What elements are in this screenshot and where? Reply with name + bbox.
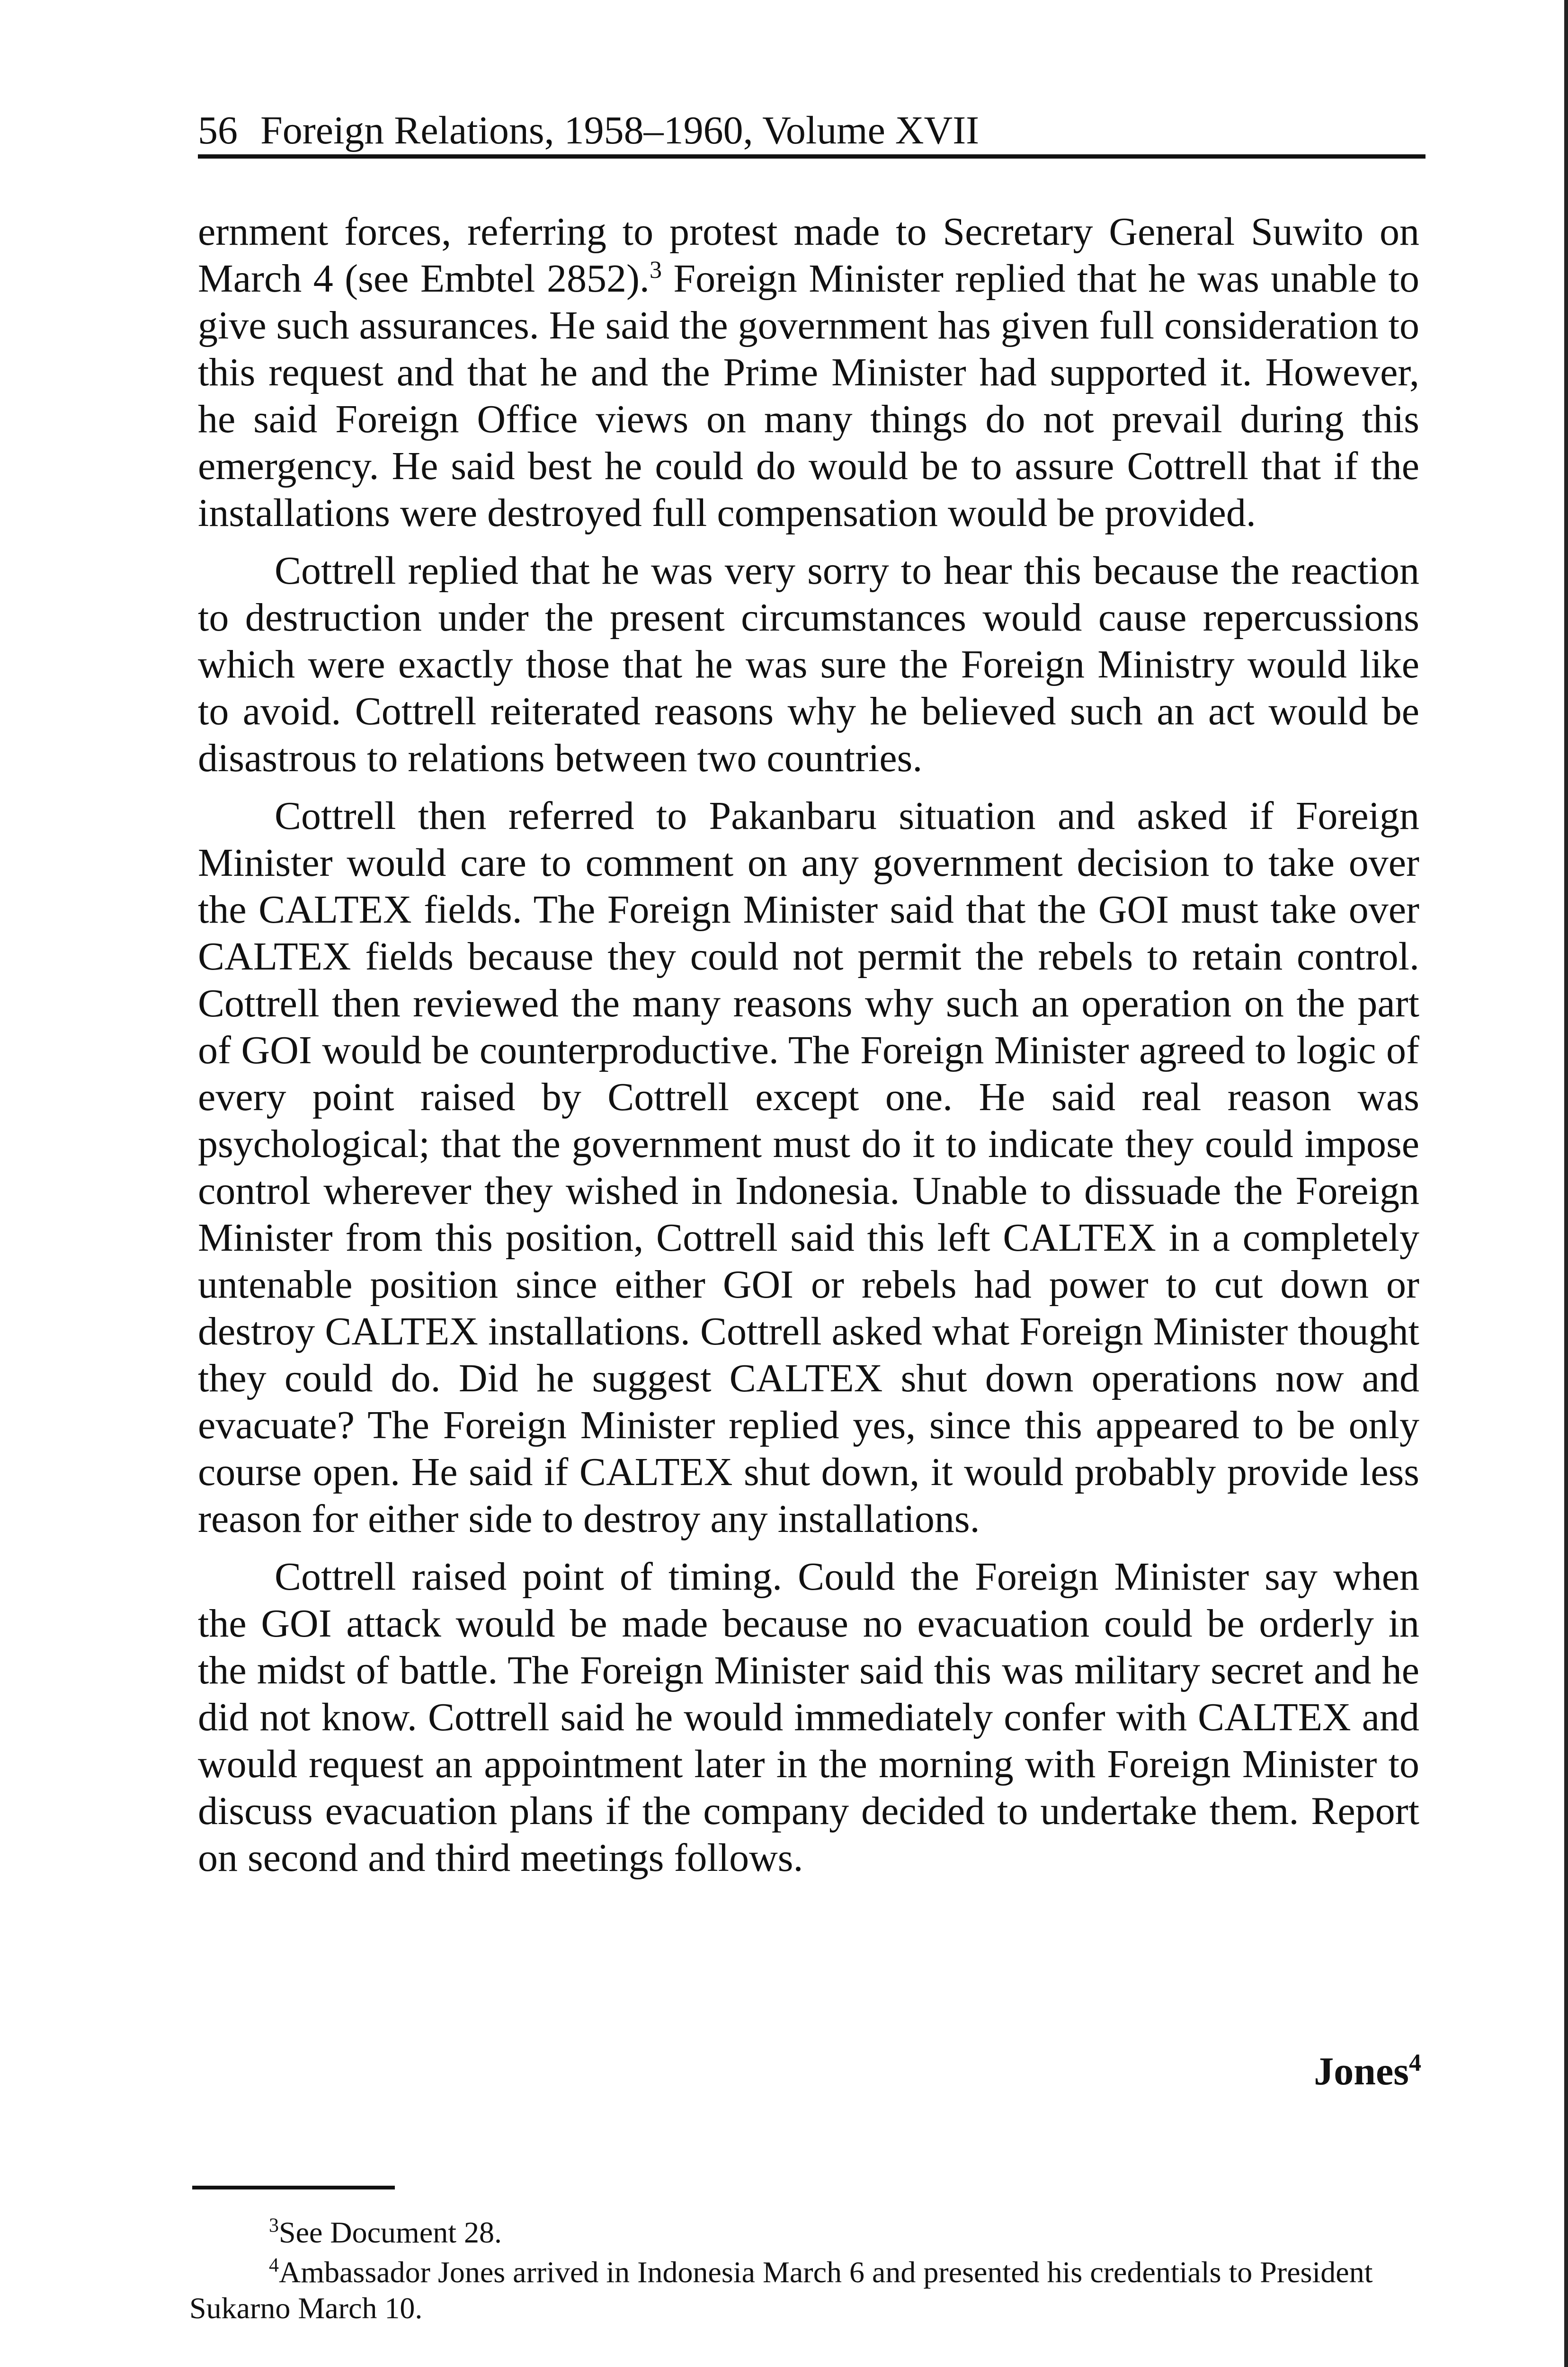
footnote-4-text: Ambassador Jones arrived in Indonesia March 6 and presented his credentials to President Sukarno March 10. (189, 2255, 1373, 2325)
footnote-ref-4: 4 (1409, 2049, 1421, 2076)
body-paragraph-1 (198, 208, 1419, 536)
footnote-rule (192, 2186, 395, 2189)
body-paragraph-3: Cottrell then referred to Pakanbaru situation and asked if Foreign Minister would care to comment on any government decision to take over the CALTEX fields. The Foreign Minister said that the GOI must take over CALTEX fields because they could not permit the rebels to retain control. Cottrell then reviewed the many reasons why such an operation on the part of GOI would be counterproductive. The Foreign Minister agreed to logic of every point raised by Cottrell except one. He said real reason was psychological; that the government must do it to indicate they could impose control wherever they wished in Indonesia. Unable to dissuade the Foreign Minister from this position, Cottrell said this left CALTEX in a completely untenable position since either GOI or rebels had power to cut down or destroy CALTEX installations. Cottrell asked what Foreign Minister thought they could do. Did he suggest CALTEX shut down operations now and evacuate? The Foreign Minister replied yes, since this appeared to be only course open. He said if CALTEX shut down, it would probably provide less reason for either side to destroy any installations. (198, 794, 1419, 1541)
footnote-ref-3: 3 (649, 257, 662, 284)
footnote-4 (189, 2254, 1420, 2326)
signature-name: Jones (1314, 2049, 1409, 2093)
paragraph-1-text-after-note: Foreign Minister replied that he was unable to give such assurances. He said the government has given full consideration to this request and that he and the Prime Minister had supported it. However, he said Foreign Office views on many things do not prevail during this emergency. He said best he could do would be to assure Cottrell that if the installations were destroyed full compensation would be provided. (198, 257, 1420, 535)
footnote-3-text: See Document 28. (279, 2216, 502, 2249)
body-paragraph-2: Cottrell replied that he was very sorry to hear this because the reaction to destruction under the present circumstances would cause repercussions which were exactly those that he was sure the Foreign Ministry would like to avoid. Cottrell reiterated reasons why he believed such an act would be disastrous to relations between two countries. (198, 549, 1419, 780)
page-number: 56 (198, 108, 238, 152)
page-edge (1564, 0, 1568, 2367)
running-header (198, 88, 1425, 159)
paragraph-1-text-before-note: ernment forces, referring to protest made to Secretary General Suwito on March 4 (see Embtel 2852). (198, 210, 1419, 301)
volume-title: Foreign Relations, 1958–1960, Volume XVII (260, 108, 980, 152)
footnote-3 (189, 2215, 1420, 2251)
footnotes (189, 2215, 1420, 2326)
footnote-4-mark: 4 (269, 2254, 279, 2277)
header-text (198, 108, 980, 152)
footnote-3-mark: 3 (269, 2215, 279, 2237)
document-body (198, 208, 1419, 1892)
body-paragraph-4: Cottrell raised point of timing. Could the Foreign Minister say when the GOI attack would be made because no evacuation could be orderly in the midst of battle. The Foreign Minister said this was military secret and he did not know. Cottrell said he would immediately confer with CALTEX and would request an appointment later in the morning with Foreign Minister to discuss evacuation plans if the company decided to undertake them. Report on second and third meetings follows. (198, 1555, 1419, 1880)
signature (1314, 2049, 1421, 2093)
